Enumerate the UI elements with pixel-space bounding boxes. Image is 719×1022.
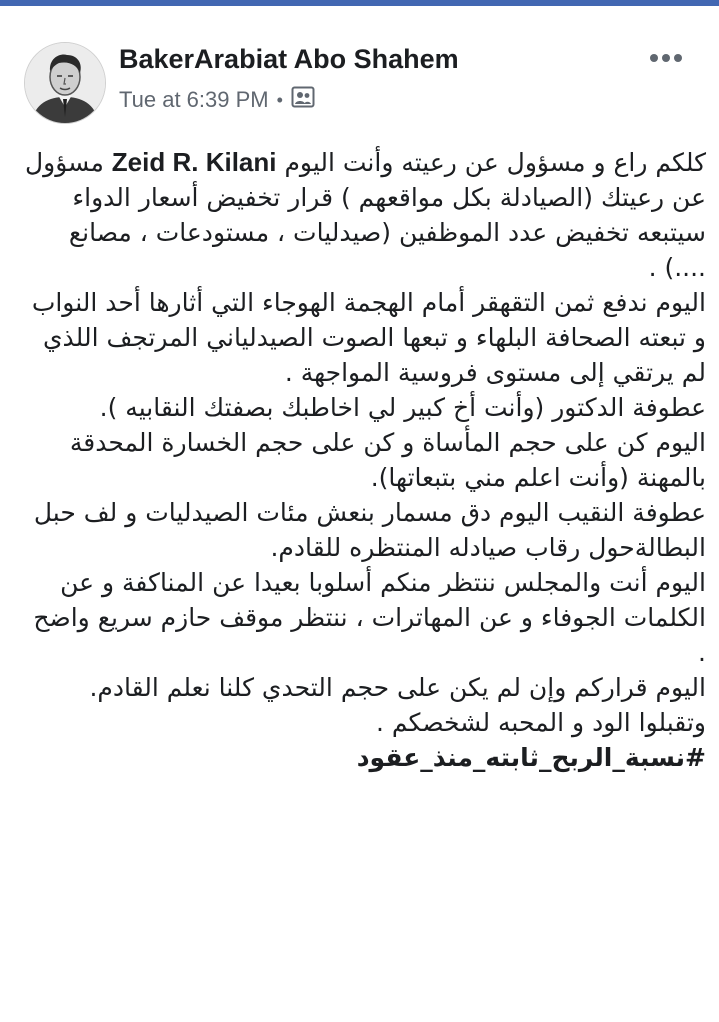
group-photo-icon[interactable] <box>291 86 315 114</box>
hashtag-line <box>22 740 706 775</box>
top-accent-strip <box>0 0 719 6</box>
post-paragraph: اليوم قراركم وإن لم يكن على حجم التحدي كلنا نعلم القادم. <box>89 673 706 702</box>
post-paragraph: وتقبلوا الود و المحبه لشخصكم . <box>375 708 706 737</box>
post-paragraph: كلكم راع و مسؤول عن رعيته وأنت اليوم Zeid R. Kilani مسؤول عن رعيتك (الصيادلة بكل مواقعهم ) قرار تخفيض أسعار الدواء سيتبعه تخفيض عدد الموظفين (صيدليات ، مستودعات ، مصانع ....) . <box>24 147 706 282</box>
hashtag-link[interactable]: #نسبة_الربح_ثابته_منذ_عقود <box>356 743 706 772</box>
post-paragraph: اليوم كن على حجم المأساة و كن على حجم الخسارة المحدقة بالمهنة (وأنت اعلم مني بتبعاتها). <box>69 428 706 492</box>
mention-link[interactable]: Zeid R. Kilani <box>111 147 277 177</box>
post-text <box>22 145 706 775</box>
post-paragraph: اليوم أنت والمجلس ننتظر منكم أسلوبا بعيدا عن المناكفة و عن الكلمات الجوفاء و عن المهاترات ، ننتظر موقف حازم سريع واضح . <box>33 568 706 667</box>
more-options-icon <box>646 52 686 64</box>
author-avatar[interactable] <box>24 42 106 124</box>
author-name-link[interactable]: BakerArabiat Abo Shahem <box>119 44 459 74</box>
post-timestamp[interactable]: Tue at 6:39 PM <box>119 87 269 112</box>
profile-photo-icon <box>25 43 105 123</box>
post-meta <box>119 85 315 115</box>
post-paragraph: عطوفة النقيب اليوم دق مسمار بنعش مئات الصيدليات و لف حبل البطالةحول رقاب صيادله المنتظره للقادم. <box>33 498 706 562</box>
post-paragraph: اليوم ندفع ثمن التقهقر أمام الهجمة الهوجاء التي أثارها أحد النواب و تبعته الصحافة البلهاء و تبعها الصوت الصيدلياني المرتجف اللذي لم يرتقي إلى مستوى فروسية المواجهة . <box>31 288 706 387</box>
post-paragraph: عطوفة الدكتور (وأنت أخ كبير لي اخاطبك بصفتك النقابيه ). <box>99 393 706 422</box>
post-header <box>20 38 700 122</box>
meta-separator: • <box>276 89 283 110</box>
more-options-button[interactable] <box>642 44 690 72</box>
